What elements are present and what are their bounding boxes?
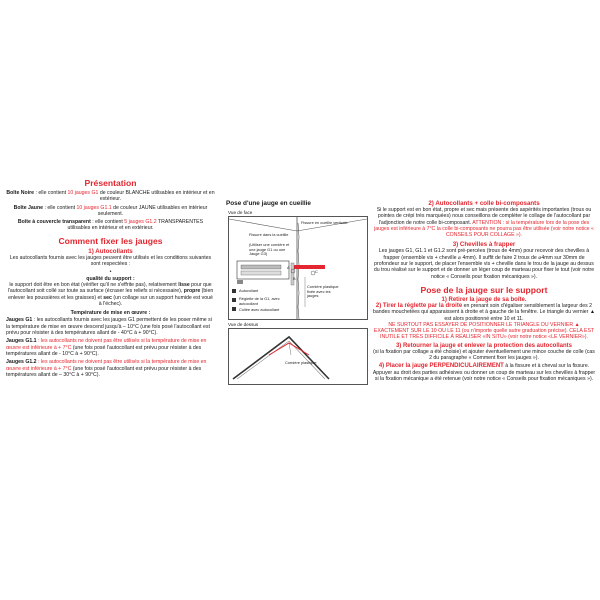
boite-noire-post: de couleur BLANCHE utilisables en intérieur et en extérieur. <box>98 190 215 203</box>
corniere-fixee-text: Cornière plastique fixée avec les jauges <box>307 284 339 298</box>
collee-legend: Collée avec autocollant <box>239 307 280 312</box>
boite-noire-red: 10 jauges G1 <box>67 190 99 196</box>
boite-couvercle-pre: : elle contient <box>90 219 125 226</box>
middle-column <box>224 180 370 385</box>
fissure-dans-text: Fissure dans la cueillie <box>249 232 289 237</box>
label-b: B <box>293 276 296 281</box>
boite-noire-text <box>6 190 215 203</box>
label-c: C <box>315 269 318 274</box>
presentation-title: Présentation <box>84 178 137 188</box>
boite-couvercle-text <box>6 219 215 232</box>
utiliser-text: (Utiliser une cornière et une jauge G1 ou une Jauge G3) <box>249 242 290 256</box>
vue-dessus-figure <box>228 328 368 385</box>
chevilles-title: 3) Chevilles à frapper <box>452 241 516 249</box>
step3-title: 3) Retourner la jauge et enlever la protection des autocollants <box>395 342 573 349</box>
vue-face-label: Vue de face <box>228 210 253 215</box>
qualite-title: qualité du support : <box>86 275 135 282</box>
chevilles-text: Les jauges G1, G1.1 et G1.2 sont pré-percées (trous de 4mm) pour recevoir des chevilles à frapper (ensemble vis + cheville ⌀ 4mm). Il suffit de faire 2 trous de ⌀4mm sur 30mm de profondeur sur le support, de placer l'ensemble vis + cheville dans le trou de la jauge au dessus du trou réalisé sur le support et de donner un léger coup de marteau pour fixer le tout (voir notre notice « Conseils pour fixation mécaniques »). <box>373 248 595 280</box>
temperature-title: Température de mise en œuvre : <box>70 310 151 317</box>
label-a: A <box>287 265 290 270</box>
boite-jaune-pre: : elle contient <box>43 204 77 211</box>
autocollants-title: 1) Autocollants <box>88 247 133 255</box>
bullet: • <box>109 269 112 276</box>
step3-text: (si la fixation par collage a été choisie) et ajouter éventuellement une mince couche de colle (cas 2 du paragraphe « Comment fixer les jauges »). <box>373 348 595 362</box>
boite-couvercle-red: 5 jauges G1.2 <box>124 219 157 226</box>
comment-fixer-title: Comment fixer les jauges <box>58 235 163 246</box>
fissure-cueillie-text: Fissure en cueillie verticale <box>301 220 348 225</box>
boite-jaune-post: de couleur JAUNE utilisables en intérieur seulement. <box>97 204 208 217</box>
autocollant-legend: Autocollant <box>239 288 259 293</box>
vue-dessus-label: Vue de dessus <box>228 322 259 327</box>
step1-title: 1) Retirer la jauge de sa boîte. <box>441 296 527 303</box>
bicomposants-title: 2) Autocollants + colle bi-composants <box>428 200 540 207</box>
bicomposants-text: Si le support est en bon état, propre et sec mais présente des aspérités importantes (trous ou pointes de crépi très marquées) nous conseillons de compléter le collage de l'autocollant par l'adjonction de notre colle bi-composant. ATTENTION : si la température lors de la pose des jauges est inférieure à 7°C la colle bi-composants ne pourra pas être utilisée (voir notre notice « CONSEILS POUR COLLAGE »). <box>374 207 594 239</box>
reglette-legend: Réglette de la G1, avec autocollant <box>239 296 280 306</box>
boite-jaune-text <box>6 205 215 218</box>
left-column <box>6 178 215 380</box>
step2-warning: NE SURTOUT PAS ESSAYER DE POSITIONNER LE TRIANGLE DU VERNIER ▲ EXACTEMENT SUR LE 10 OU LE 11 (ou n'importe quelle autre graduation précise). CELA EST INUTILE ET TRÈS DIFFICILE À RÉALISER «IN SITU» (voir notre notice «LE VERNIER»). <box>373 321 595 341</box>
boite-couvercle-label: Boîte à couvercle transparent <box>17 219 91 226</box>
boite-jaune-red: 10 jauges G1.1 <box>76 204 112 211</box>
vue-dessus-drawing <box>229 329 367 384</box>
step2-text: 2) Tirer la réglette par la droite en prenant soin d'égaliser sensiblement la largeur des 2 bandes mouchetées qui apparaissent à droite et à gauche de la fenêtre. Le triangle du vernier ▲ est alors positionné entre 10 et 11. <box>372 302 595 322</box>
g12-text: Jauges G1.2 : les autocollants ne doivent pas être utilisés si la température de mise en œuvre est inférieure à + 7°C (une fois posé l'autocollant est prévu pour résister à des températures allant de – 30°C à + 90°C). <box>6 359 207 378</box>
autocollants-text: Les autocollants fournis avec les jauges peuvent être utilisés et les conditions suivantes sont respectées : <box>9 254 212 268</box>
g11-text: Jauges G1.1 : les autocollants ne doivent pas être utilisés si la température de mise en œuvre est inférieure à + 7°C (une fois posé l'autocollant est prévu pour résister à des températures allant de - 10°C à + 90°C). <box>6 338 207 357</box>
step4-text: 4) Placer la jauge PERPENDICULAIREMENT à la fissure et à cheval sur la fissure. Appuyer au droit des parties adhésives ou donner un coup de marteau sur les chevilles à frapper si la fixation mécanique a été retenue (voir notre notice « Conseils pour fixation mécaniques »). <box>372 363 596 382</box>
boite-noire-pre: : elle contient <box>34 190 68 196</box>
pose-cueillie-title: Pose d'une jauge en cueillie <box>226 200 311 207</box>
boite-couvercle-post: TRANSPARENTES utilisables en intérieur et en extérieur. <box>67 219 204 232</box>
boite-noire-label: Boîte Noire <box>6 190 35 196</box>
qualite-text: le support doit être en bon état (vérifier qu'il ne s'effrite pas), relativement lisse pour que l'autocollant soit collé sur toute sa surface (écraser les reliefs si nécessaire), propre (bien enlever les poussières et les graisses) et sec (un collage sur un support humide est voué à l'échec). <box>7 281 214 307</box>
pose-support-title: Pose de la jauge sur le support <box>420 284 548 295</box>
vue-face-figure <box>228 216 368 320</box>
corniere-plastique-text: Cornière plastique <box>285 360 317 365</box>
g1-text: Jauges G1 : les autocollants fournis avec les jauges G1 permettent de les poser même si la température de mise en œuvre descend jusqu'à – 10°C (une fois posé l'autocollant est prévu pour résister à des températures allant de - 40°C à + 90°C). <box>6 317 212 337</box>
boite-jaune-label: Boîte Jaune <box>13 204 44 211</box>
right-column <box>372 200 596 382</box>
